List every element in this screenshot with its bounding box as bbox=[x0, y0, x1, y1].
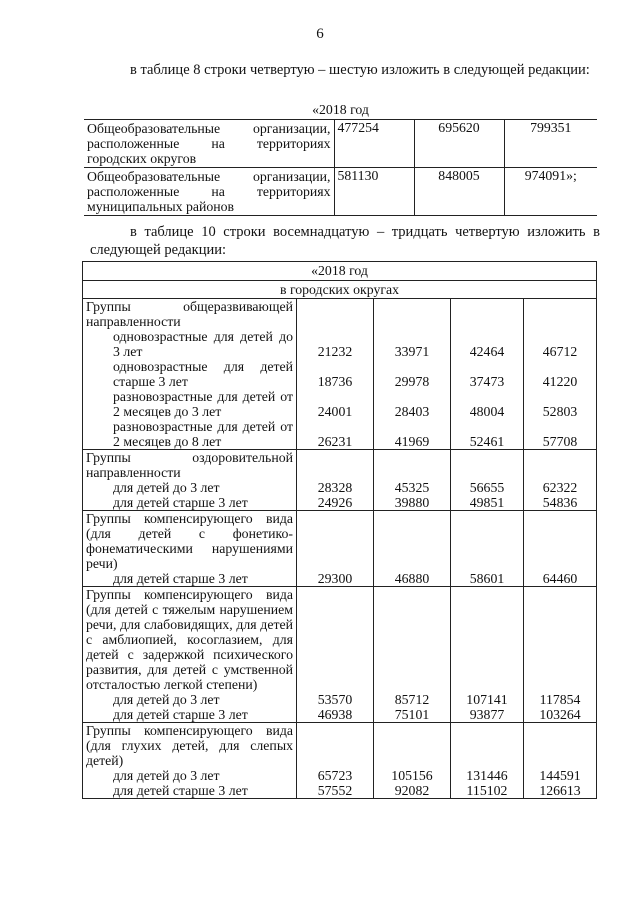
cell-value: 33971 bbox=[374, 329, 451, 359]
cell-value: 58601 bbox=[451, 571, 524, 587]
cell-value: 75101 bbox=[374, 707, 451, 723]
cell-value: 29300 bbox=[297, 571, 374, 587]
table-row bbox=[83, 480, 597, 495]
table-row bbox=[83, 571, 597, 587]
group-header-row bbox=[83, 450, 597, 481]
empty-cell bbox=[374, 299, 451, 330]
cell-value: 46712 bbox=[524, 329, 597, 359]
empty-cell bbox=[524, 511, 597, 572]
cell-value: 85712 bbox=[374, 692, 451, 707]
row-label: для детей старше 3 лет bbox=[113, 707, 248, 722]
cell-value: 29978 bbox=[374, 359, 451, 389]
row-label: Общеобразовательные организации, расположенные на территориях муниципальных районов bbox=[84, 168, 334, 216]
empty-cell bbox=[297, 587, 374, 693]
cell-value: 92082 bbox=[374, 783, 451, 799]
table-row bbox=[83, 495, 597, 511]
cell-value: 49851 bbox=[451, 495, 524, 511]
empty-cell bbox=[451, 450, 524, 481]
cell-value: 695620 bbox=[414, 120, 504, 168]
cell-value: 126613 bbox=[524, 783, 597, 799]
cell-value: 62322 bbox=[524, 480, 597, 495]
empty-cell bbox=[451, 723, 524, 769]
cell-value: 105156 bbox=[374, 768, 451, 783]
row-label: одновозрастные для детей старше 3 лет bbox=[113, 359, 293, 389]
group-header-row bbox=[83, 299, 597, 330]
empty-cell bbox=[524, 723, 597, 769]
cell-value: 477254 bbox=[334, 120, 414, 168]
cell-value: 18736 bbox=[297, 359, 374, 389]
row-label: разновозрастные для детей от 2 месяцев до 3 лет bbox=[113, 389, 293, 419]
cell-value: 53570 bbox=[297, 692, 374, 707]
cell-value: 41220 bbox=[524, 359, 597, 389]
empty-cell bbox=[451, 587, 524, 693]
empty-cell bbox=[451, 299, 524, 330]
cell-value: 52803 bbox=[524, 389, 597, 419]
cell-value: 52461 bbox=[451, 419, 524, 450]
cell-value: 37473 bbox=[451, 359, 524, 389]
cell-value: 103264 bbox=[524, 707, 597, 723]
group-title: Группы общеразвивающей направленности bbox=[83, 299, 297, 330]
table-row bbox=[84, 168, 597, 216]
group-header-row bbox=[83, 587, 597, 693]
cell-value: 131446 bbox=[451, 768, 524, 783]
row-label: для детей старше 3 лет bbox=[113, 571, 248, 586]
cell-value: 24001 bbox=[297, 389, 374, 419]
row-label: для детей до 3 лет bbox=[113, 768, 220, 783]
table-row bbox=[83, 692, 597, 707]
group-title: Группы оздоровительной направленности bbox=[83, 450, 297, 481]
cell-value: 45325 bbox=[374, 480, 451, 495]
cell-value: 144591 bbox=[524, 768, 597, 783]
group-header-row bbox=[83, 723, 597, 769]
table-row bbox=[83, 783, 597, 799]
cell-value: 57552 bbox=[297, 783, 374, 799]
cell-value: 46880 bbox=[374, 571, 451, 587]
table-10-header-year: «2018 год bbox=[83, 262, 597, 281]
empty-cell bbox=[297, 511, 374, 572]
cell-value: 848005 bbox=[414, 168, 504, 216]
instruction-paragraph-2: в таблице 10 строки восемнадцатую – тридцать четвертую изложить в следующей редакции: bbox=[90, 224, 600, 258]
group-title: Группы компенсирующего вида (для детей с тяжелым нарушением речи, для слабовидящих, для детей с амблиопией, косоглазием, для детей с задержкой психического развития, для детей с умственной отсталостью легкой степени) bbox=[83, 587, 297, 693]
page-number: 6 bbox=[316, 26, 324, 42]
cell-value: 26231 bbox=[297, 419, 374, 450]
cell-value: 65723 bbox=[297, 768, 374, 783]
empty-cell bbox=[374, 511, 451, 572]
cell-value: 93877 bbox=[451, 707, 524, 723]
table-8-excerpt bbox=[84, 100, 597, 216]
table-row bbox=[83, 768, 597, 783]
empty-cell bbox=[451, 511, 524, 572]
instruction-paragraph-1: в таблице 8 строки четвертую – шестую изложить в следующей редакции: bbox=[130, 62, 590, 78]
cell-value: 21232 bbox=[297, 329, 374, 359]
table-8-header: «2018 год bbox=[312, 102, 369, 117]
row-label: одновозрастные для детей до 3 лет bbox=[113, 329, 293, 359]
cell-value: 799351 bbox=[504, 120, 597, 168]
row-label: разновозрастные для детей от 2 месяцев до 8 лет bbox=[113, 419, 293, 449]
cell-value: 56655 bbox=[451, 480, 524, 495]
cell-value: 64460 bbox=[524, 571, 597, 587]
empty-cell bbox=[524, 299, 597, 330]
cell-value: 117854 bbox=[524, 692, 597, 707]
empty-cell bbox=[524, 587, 597, 693]
row-label: для детей до 3 лет bbox=[113, 480, 220, 495]
table-row bbox=[83, 329, 597, 359]
row-label: для детей старше 3 лет bbox=[113, 495, 248, 510]
cell-value: 107141 bbox=[451, 692, 524, 707]
row-label: для детей до 3 лет bbox=[113, 692, 220, 707]
cell-value: 39880 bbox=[374, 495, 451, 511]
cell-value: 974091»; bbox=[504, 168, 597, 216]
group-header-row bbox=[83, 511, 597, 572]
group-title: Группы компенсирующего вида (для детей с фонетико-фонематическими нарушениями речи) bbox=[83, 511, 297, 572]
empty-cell bbox=[297, 723, 374, 769]
cell-value: 41969 bbox=[374, 419, 451, 450]
cell-value: 54836 bbox=[524, 495, 597, 511]
cell-value: 24926 bbox=[297, 495, 374, 511]
empty-cell bbox=[374, 587, 451, 693]
table-row bbox=[83, 707, 597, 723]
table-10-header-area: в городских округах bbox=[83, 281, 597, 299]
table-row bbox=[83, 359, 597, 389]
table-row bbox=[83, 389, 597, 419]
cell-value: 28403 bbox=[374, 389, 451, 419]
cell-value: 48004 bbox=[451, 389, 524, 419]
group-title: Группы компенсирующего вида (для глухих детей, для слепых детей) bbox=[83, 723, 297, 769]
row-label: Общеобразовательные организации, расположенные на территориях городских округов bbox=[84, 120, 334, 168]
empty-cell bbox=[297, 299, 374, 330]
empty-cell bbox=[374, 450, 451, 481]
cell-value: 115102 bbox=[451, 783, 524, 799]
cell-value: 28328 bbox=[297, 480, 374, 495]
empty-cell bbox=[374, 723, 451, 769]
empty-cell bbox=[297, 450, 374, 481]
table-row bbox=[83, 419, 597, 450]
cell-value: 46938 bbox=[297, 707, 374, 723]
row-label: для детей старше 3 лет bbox=[113, 783, 248, 798]
table-row bbox=[84, 120, 597, 168]
cell-value: 57708 bbox=[524, 419, 597, 450]
cell-value: 581130 bbox=[334, 168, 414, 216]
empty-cell bbox=[524, 450, 597, 481]
cell-value: 42464 bbox=[451, 329, 524, 359]
table-10-excerpt bbox=[82, 261, 597, 799]
